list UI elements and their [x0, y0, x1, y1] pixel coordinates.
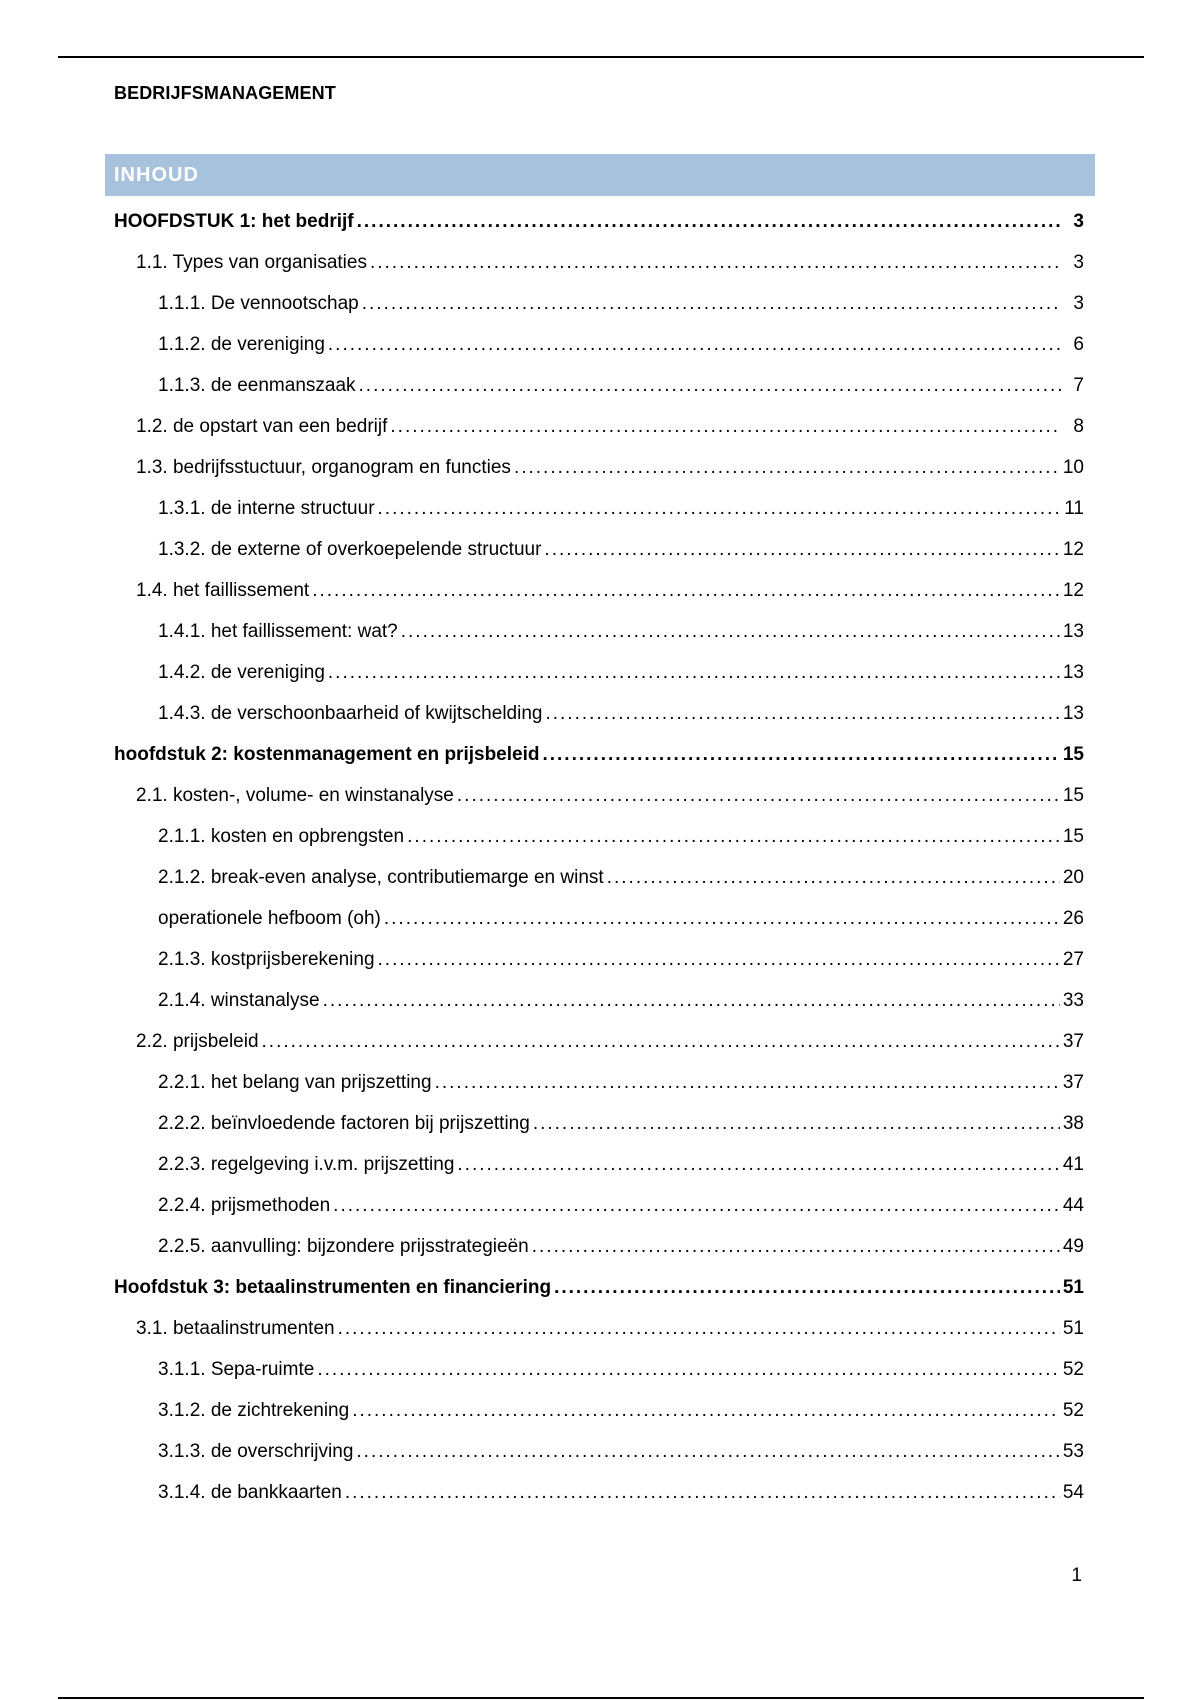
toc-entry-title: 2.1.4. winstanalyse: [158, 990, 320, 1011]
toc-entry[interactable]: [114, 775, 1084, 816]
page-number: 1: [1071, 1565, 1082, 1586]
toc-dot-leader: [345, 1472, 1060, 1513]
toc-entry[interactable]: [114, 488, 1084, 529]
toc-entry-title: hoofdstuk 2: kostenmanagement en prijsbeleid: [114, 744, 540, 765]
toc-entry-page: 51: [1062, 1318, 1084, 1339]
toc-entry-page: 13: [1062, 703, 1084, 724]
toc-entry[interactable]: [114, 1062, 1084, 1103]
toc-entry[interactable]: [114, 406, 1084, 447]
toc-entry-title: 1.1.2. de vereniging: [158, 334, 325, 355]
toc-entry-title: 2.2. prijsbeleid: [136, 1031, 259, 1052]
toc-entry-title: 2.2.5. aanvulling: bijzondere prijsstrategieën: [158, 1236, 529, 1257]
toc-entry[interactable]: [114, 447, 1084, 488]
toc-entry-page: 6: [1073, 334, 1084, 355]
toc-dot-leader: [328, 324, 1061, 365]
toc-entry-page: 54: [1062, 1482, 1084, 1503]
toc-entry[interactable]: [114, 570, 1084, 611]
toc-entry[interactable]: [114, 324, 1084, 365]
toc-entry-page: 51: [1062, 1277, 1084, 1298]
toc-entry-page: 26: [1062, 908, 1084, 929]
toc-dot-leader: [356, 1431, 1059, 1472]
toc-entry[interactable]: [114, 693, 1084, 734]
toc-entry[interactable]: [114, 1349, 1084, 1390]
toc-dot-leader: [328, 652, 1060, 693]
toc-dot-leader: [390, 406, 1061, 447]
toc-entry-title: 1.1. Types van organisaties: [136, 252, 367, 273]
toc-entry-title: 2.2.4. prijsmethoden: [158, 1195, 331, 1216]
toc-entry-title: 1.1.3. de eenmanszaak: [158, 375, 356, 396]
toc-entry-page: 15: [1062, 826, 1084, 847]
toc-entry-title: 2.1.1. kosten en opbrengsten: [158, 826, 405, 847]
toc-entry[interactable]: [114, 734, 1084, 775]
toc-entry-page: 38: [1062, 1113, 1084, 1134]
toc-dot-leader: [554, 1267, 1060, 1308]
toc-entry-title: 3.1.2. de zichtrekening: [158, 1400, 350, 1421]
toc-entry[interactable]: [114, 529, 1084, 570]
toc-entry-page: 8: [1073, 416, 1084, 437]
toc-entry-page: 33: [1062, 990, 1084, 1011]
toc-entry-page: 12: [1062, 539, 1084, 560]
toc-entry-title: 1.3.1. de interne structuur: [158, 498, 375, 519]
toc-dot-leader: [370, 242, 1061, 283]
toc-entry[interactable]: [114, 1103, 1084, 1144]
toc-entry-title: operationele hefboom (oh): [158, 908, 381, 929]
toc-dot-leader: [544, 529, 1059, 570]
toc-dot-leader: [542, 734, 1059, 775]
toc-dot-leader: [457, 1144, 1059, 1185]
toc-entry[interactable]: [114, 857, 1084, 898]
toc-entry-title: 1.4. het faillissement: [136, 580, 310, 601]
toc-entry[interactable]: [114, 611, 1084, 652]
toc-dot-leader: [533, 1103, 1060, 1144]
toc-entry[interactable]: [114, 1472, 1084, 1513]
toc-dot-leader: [262, 1021, 1060, 1062]
toc-dot-leader: [378, 939, 1060, 980]
toc-entry-page: 12: [1062, 580, 1084, 601]
toc-entry-page: 7: [1073, 375, 1084, 396]
toc-entry-title: 1.3. bedrijfsstuctuur, organogram en functies: [136, 457, 511, 478]
toc-entry-page: 41: [1062, 1154, 1084, 1175]
toc-entry[interactable]: [114, 980, 1084, 1021]
toc-dot-leader: [407, 816, 1060, 857]
toc-dot-leader: [362, 283, 1061, 324]
toc-dot-leader: [338, 1308, 1060, 1349]
toc-entry-title: 1.2. de opstart van een bedrijf: [136, 416, 388, 437]
toc-entry[interactable]: [114, 1431, 1084, 1472]
toc-entry-page: 52: [1062, 1400, 1084, 1421]
toc-entry-page: 52: [1062, 1359, 1084, 1380]
toc-dot-leader: [359, 365, 1061, 406]
toc-entry-page: 15: [1062, 785, 1084, 806]
toc-entry-title: 2.2.3. regelgeving i.v.m. prijszetting: [158, 1154, 455, 1175]
toc-entry-title: Hoofdstuk 3: betaalinstrumenten en financiering: [114, 1277, 552, 1298]
toc-entry[interactable]: [114, 242, 1084, 283]
toc-entry[interactable]: [114, 816, 1084, 857]
toc-entry-title: 1.4.1. het faillissement: wat?: [158, 621, 398, 642]
toc-entry-page: 49: [1062, 1236, 1084, 1257]
toc-entry-title: 3.1.3. de overschrijving: [158, 1441, 354, 1462]
toc-entry[interactable]: [114, 1185, 1084, 1226]
toc-dot-leader: [545, 693, 1059, 734]
toc-dot-leader: [532, 1226, 1060, 1267]
toc-entry-page: 44: [1062, 1195, 1084, 1216]
toc-entry-page: 20: [1062, 867, 1084, 888]
toc-dot-leader: [333, 1185, 1060, 1226]
toc-dot-leader: [607, 857, 1060, 898]
toc-entry-page: 53: [1062, 1441, 1084, 1462]
toc-entry-title: 2.1.3. kostprijsberekening: [158, 949, 375, 970]
toc-dot-leader: [378, 488, 1061, 529]
toc-entry[interactable]: [114, 1021, 1084, 1062]
toc-entry-page: 3: [1073, 252, 1084, 273]
toc-dot-leader: [323, 980, 1060, 1021]
toc-entry-page: 13: [1062, 662, 1084, 683]
toc-dot-leader: [312, 570, 1060, 611]
footer-rule: [58, 1697, 1144, 1699]
toc-entry-title: HOOFDSTUK 1: het bedrijf: [114, 211, 354, 232]
table-of-contents: [114, 201, 1084, 1513]
toc-entry-page: 3: [1073, 293, 1084, 314]
toc-dot-leader: [384, 898, 1060, 939]
toc-entry-title: 3.1.4. de bankkaarten: [158, 1482, 342, 1503]
toc-entry[interactable]: [114, 939, 1084, 980]
toc-entry-title: 2.2.2. beïnvloedende factoren bij prijszetting: [158, 1113, 530, 1134]
toc-dot-leader: [352, 1390, 1060, 1431]
toc-entry-page: 27: [1062, 949, 1084, 970]
toc-entry[interactable]: [114, 1267, 1084, 1308]
toc-entry[interactable]: [114, 1144, 1084, 1185]
toc-dot-leader: [514, 447, 1060, 488]
header-rule: [58, 56, 1144, 58]
toc-dot-leader: [435, 1062, 1060, 1103]
toc-dot-leader: [357, 201, 1061, 242]
toc-entry-page: 15: [1062, 744, 1084, 765]
toc-entry-title: 1.1.1. De vennootschap: [158, 293, 359, 314]
toc-entry-page: 11: [1064, 498, 1084, 519]
toc-entry-page: 37: [1062, 1072, 1084, 1093]
toc-entry[interactable]: [114, 283, 1084, 324]
toc-entry-page: 10: [1062, 457, 1084, 478]
toc-entry-title: 3.1.1. Sepa-ruimte: [158, 1359, 315, 1380]
toc-entry[interactable]: [114, 365, 1084, 406]
toc-entry-title: 2.2.1. het belang van prijszetting: [158, 1072, 432, 1093]
toc-entry[interactable]: [114, 201, 1084, 242]
toc-entry[interactable]: [114, 1308, 1084, 1349]
toc-entry[interactable]: [114, 1390, 1084, 1431]
toc-entry-title: 1.4.3. de verschoonbaarheid of kwijtschelding: [158, 703, 543, 724]
toc-entry-title: 2.1. kosten-, volume- en winstanalyse: [136, 785, 454, 806]
toc-entry[interactable]: [114, 898, 1084, 939]
toc-entry-title: 2.1.2. break-even analyse, contributiemarge en winst: [158, 867, 604, 888]
toc-entry-title: 1.4.2. de vereniging: [158, 662, 325, 683]
toc-dot-leader: [401, 611, 1060, 652]
toc-entry-page: 3: [1073, 211, 1084, 232]
toc-entry-page: 13: [1062, 621, 1084, 642]
toc-dot-leader: [317, 1349, 1060, 1390]
toc-dot-leader: [457, 775, 1060, 816]
document-header: BEDRIJFSMANAGEMENT: [114, 83, 336, 103]
toc-entry[interactable]: [114, 652, 1084, 693]
toc-entry[interactable]: [114, 1226, 1084, 1267]
toc-entry-page: 37: [1062, 1031, 1084, 1052]
toc-entry-title: 1.3.2. de externe of overkoepelende structuur: [158, 539, 542, 560]
toc-heading: INHOUD: [105, 154, 1095, 196]
toc-entry-title: 3.1. betaalinstrumenten: [136, 1318, 335, 1339]
